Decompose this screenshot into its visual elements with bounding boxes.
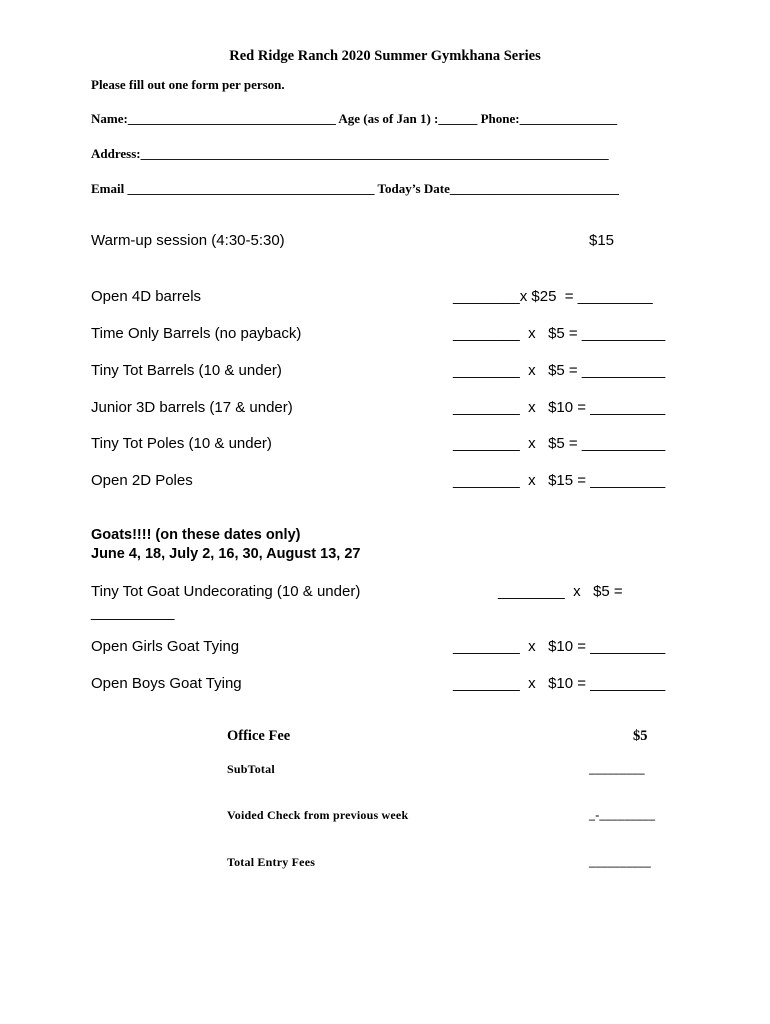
form-title: Red Ridge Ranch 2020 Summer Gymkhana Series bbox=[229, 48, 541, 64]
event-label: Open 4D barrels bbox=[91, 288, 202, 305]
event-label: Junior 3D barrels (17 & under) bbox=[91, 399, 293, 416]
warmup-label: Warm-up session (4:30-5:30) bbox=[91, 232, 285, 249]
goats-dates: June 4, 18, July 2, 16, 30, August 13, 27 bbox=[91, 546, 361, 562]
goat-event-label: Open Boys Goat Tying bbox=[91, 675, 242, 692]
subtotal-label: SubTotal bbox=[227, 762, 275, 776]
subtotal-blank[interactable]: _________ bbox=[589, 762, 645, 776]
event-label: Time Only Barrels (no payback) bbox=[91, 325, 302, 342]
event-entry-blank[interactable]: ________ x $10 = _________ bbox=[453, 399, 666, 416]
goat-event-label: Open Girls Goat Tying bbox=[91, 638, 240, 655]
email-date-line[interactable]: Email ______________________________________ Today’s Date__________________________ bbox=[91, 181, 619, 196]
goat-event-label: Tiny Tot Goat Undecorating (10 & under) bbox=[91, 583, 361, 600]
goat-event-entry-blank[interactable]: ________ x $10 = _________ bbox=[453, 638, 666, 655]
goats-heading: Goats!!!! (on these dates only) bbox=[91, 527, 301, 543]
name-age-phone-line[interactable]: Name:________________________________ Age (as of Jan 1) :______ Phone:_______________ bbox=[91, 111, 618, 126]
event-entry-blank[interactable]: ________ x $5 = __________ bbox=[453, 362, 666, 379]
total-entry-fees-label: Total Entry Fees bbox=[227, 855, 316, 869]
warmup-price: $15 bbox=[589, 232, 615, 249]
total-entry-fees-blank[interactable]: __________ bbox=[589, 855, 651, 869]
office-fee-value: $5 bbox=[633, 728, 648, 744]
voided-check-label: Voided Check from previous week bbox=[227, 808, 409, 822]
goat-event-entry-blank[interactable]: ________ x $10 = _________ bbox=[453, 675, 666, 692]
event-label: Open 2D Poles bbox=[91, 472, 193, 489]
address-line[interactable]: Address:________________________________________________________________________ bbox=[91, 146, 609, 161]
event-entry-blank[interactable]: ________ x $5 = __________ bbox=[453, 325, 666, 342]
event-label: Tiny Tot Poles (10 & under) bbox=[91, 435, 272, 452]
goat-event-entry-blank[interactable]: ________ x $5 = bbox=[498, 583, 623, 600]
event-label: Tiny Tot Barrels (10 & under) bbox=[91, 362, 282, 379]
office-fee-label: Office Fee bbox=[227, 728, 291, 744]
event-entry-blank[interactable]: ________ x $15 = _________ bbox=[453, 472, 666, 489]
event-entry-blank[interactable]: ________ x $5 = __________ bbox=[453, 435, 666, 452]
event-entry-blank[interactable]: ________x $25 = _________ bbox=[453, 288, 653, 305]
goat-event-entry-wrap[interactable]: __________ bbox=[91, 604, 175, 621]
voided-check-blank[interactable]: _-_________ bbox=[589, 808, 656, 822]
instruction-text: Please fill out one form per person. bbox=[91, 77, 285, 92]
